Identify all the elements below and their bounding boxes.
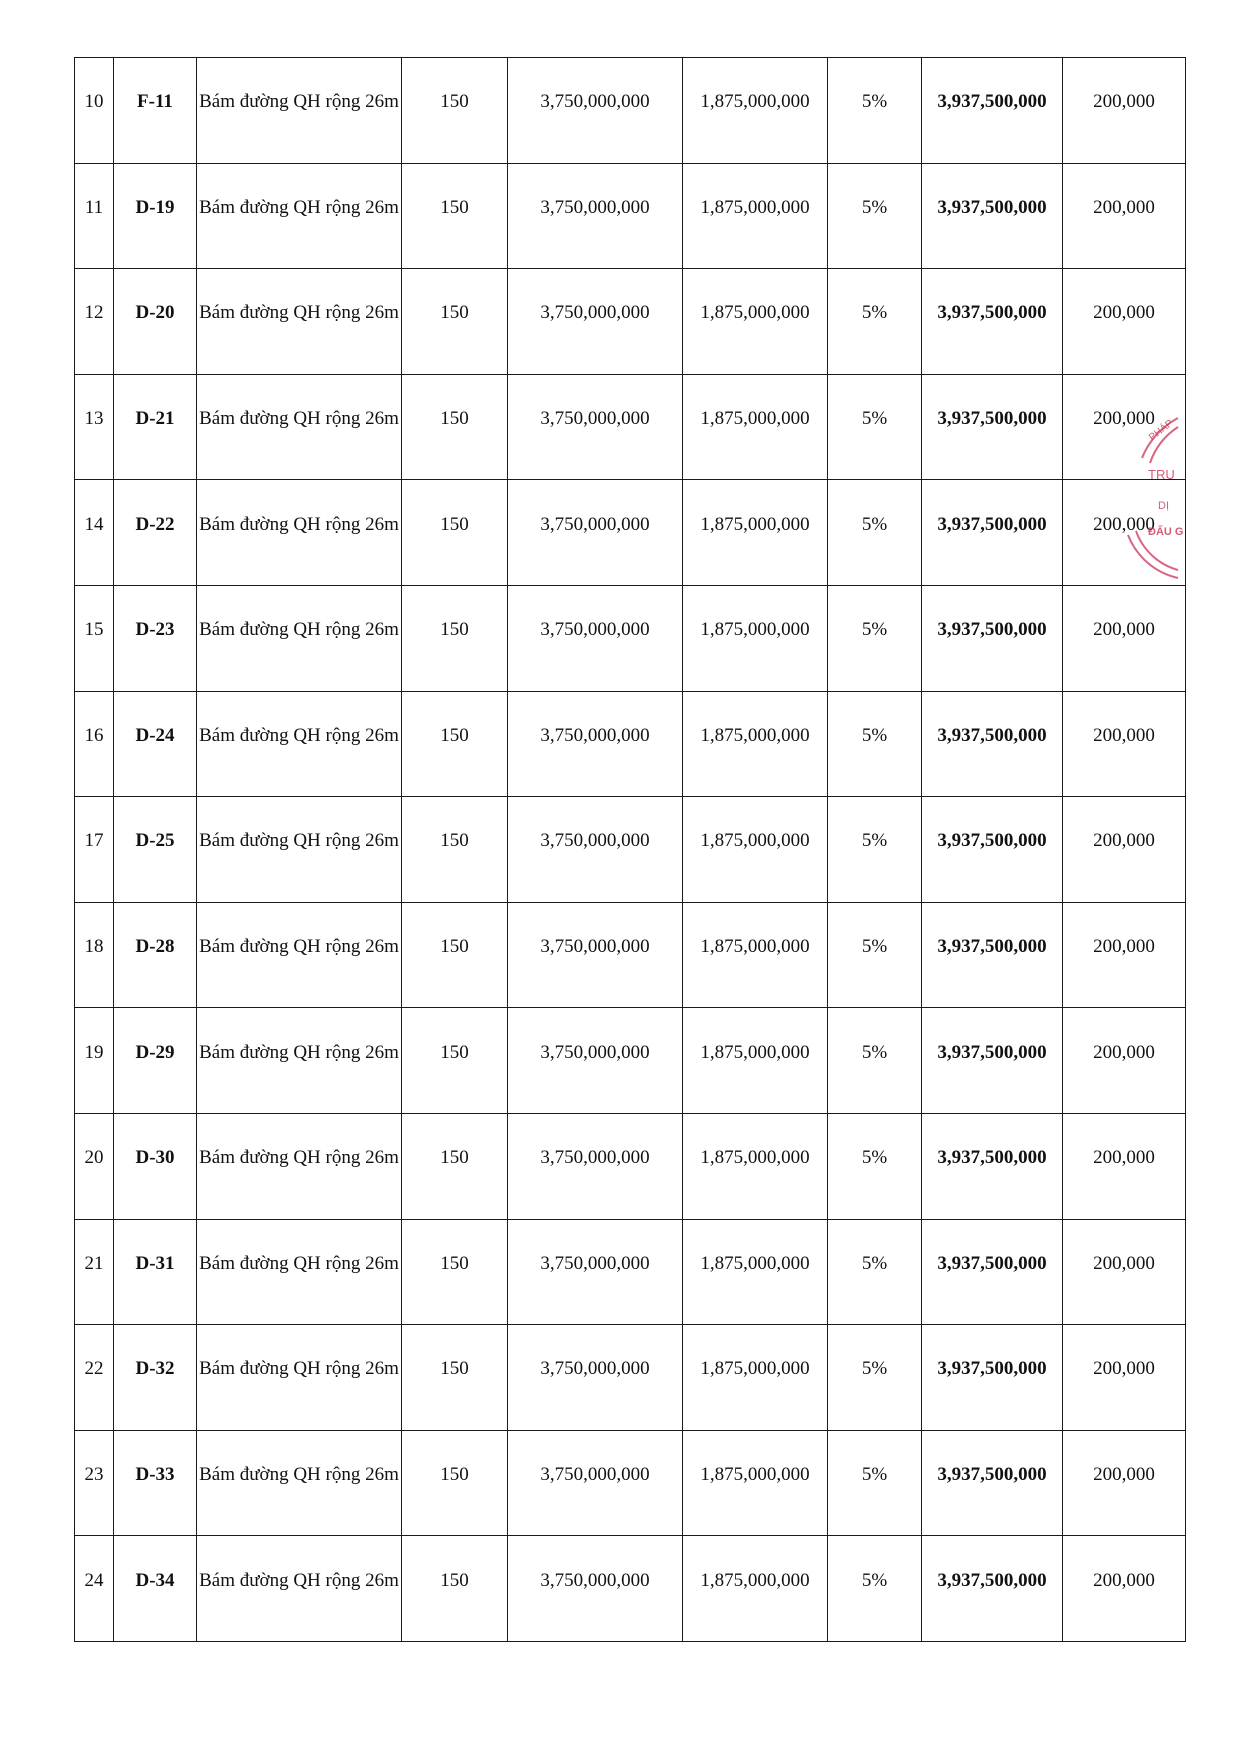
half-price-cell <box>683 58 828 164</box>
area-cell <box>402 902 508 1008</box>
total-price-cell <box>922 1219 1063 1325</box>
starting-price-cell <box>508 374 683 480</box>
fee-cell <box>1063 585 1186 691</box>
land-lot-table-body <box>75 58 1186 1642</box>
lot-code-cell-text: D-31 <box>135 1252 175 1274</box>
half-price-cell <box>683 902 828 1008</box>
area-cell-text: 150 <box>440 1358 469 1380</box>
half-price-cell-text: 1,875,000,000 <box>700 830 810 852</box>
total-price-cell <box>922 1113 1063 1219</box>
row-number-cell-text: 15 <box>84 619 104 641</box>
fee-cell-text: 200,000 <box>1093 1147 1155 1169</box>
table-row <box>75 797 1186 903</box>
fee-cell <box>1063 902 1186 1008</box>
area-cell-text: 150 <box>440 619 469 641</box>
half-price-cell-text: 1,875,000,000 <box>700 302 810 324</box>
starting-price-cell <box>508 1430 683 1536</box>
starting-price-cell <box>508 585 683 691</box>
rate-cell <box>828 585 922 691</box>
fee-cell-text: 200,000 <box>1093 196 1155 218</box>
row-number-cell-text: 24 <box>84 1569 104 1591</box>
row-number-cell <box>75 902 114 1008</box>
fee-cell-text: 200,000 <box>1093 302 1155 324</box>
rate-cell <box>828 797 922 903</box>
rate-cell <box>828 691 922 797</box>
fee-cell-text: 200,000 <box>1093 513 1155 535</box>
row-number-cell-text: 19 <box>84 1041 104 1063</box>
table-row <box>75 691 1186 797</box>
half-price-cell <box>683 480 828 586</box>
half-price-cell <box>683 1430 828 1536</box>
fee-cell-text: 200,000 <box>1093 1041 1155 1063</box>
table-row <box>75 58 1186 164</box>
starting-price-cell <box>508 691 683 797</box>
starting-price-cell-text: 3,750,000,000 <box>540 1358 650 1380</box>
total-price-cell <box>922 1325 1063 1431</box>
row-number-cell-text: 13 <box>84 408 104 430</box>
total-price-cell-text: 3,937,500,000 <box>937 724 1047 746</box>
lot-code-cell-text: D-32 <box>135 1358 175 1380</box>
area-cell <box>402 163 508 269</box>
lot-position-cell-text: Bám đường QH rộng 26m <box>199 408 399 430</box>
lot-code-cell <box>114 585 197 691</box>
lot-code-cell-text: D-25 <box>135 830 175 852</box>
area-cell <box>402 1325 508 1431</box>
row-number-cell <box>75 269 114 375</box>
fee-cell <box>1063 1536 1186 1642</box>
lot-code-cell <box>114 691 197 797</box>
rate-cell-text: 5% <box>861 1147 888 1169</box>
rate-cell <box>828 163 922 269</box>
fee-cell <box>1063 1325 1186 1431</box>
lot-code-cell-text: D-21 <box>135 408 175 430</box>
lot-code-cell-text: D-24 <box>135 724 175 746</box>
half-price-cell <box>683 1113 828 1219</box>
area-cell-text: 150 <box>440 91 469 113</box>
rate-cell <box>828 1536 922 1642</box>
starting-price-cell-text: 3,750,000,000 <box>540 1464 650 1486</box>
lot-position-cell-text: Bám đường QH rộng 26m <box>199 830 399 852</box>
fee-cell <box>1063 1113 1186 1219</box>
total-price-cell-text: 3,937,500,000 <box>937 1041 1047 1063</box>
half-price-cell <box>683 1325 828 1431</box>
fee-cell <box>1063 1430 1186 1536</box>
lot-code-cell-text: D-22 <box>135 513 175 535</box>
half-price-cell <box>683 269 828 375</box>
lot-position-cell-text: Bám đường QH rộng 26m <box>199 1358 399 1380</box>
area-cell <box>402 58 508 164</box>
land-lot-table <box>74 57 1186 1642</box>
lot-position-cell <box>197 585 402 691</box>
area-cell-text: 150 <box>440 513 469 535</box>
total-price-cell <box>922 691 1063 797</box>
row-number-cell-text: 12 <box>84 302 104 324</box>
rate-cell <box>828 1219 922 1325</box>
lot-code-cell-text: D-28 <box>135 936 175 958</box>
starting-price-cell <box>508 163 683 269</box>
total-price-cell-text: 3,937,500,000 <box>937 91 1047 113</box>
area-cell <box>402 1219 508 1325</box>
row-number-cell <box>75 1008 114 1114</box>
rate-cell-text: 5% <box>861 1252 888 1274</box>
rate-cell-text: 5% <box>861 1569 888 1591</box>
total-price-cell <box>922 1430 1063 1536</box>
fee-cell-text: 200,000 <box>1093 619 1155 641</box>
row-number-cell <box>75 1113 114 1219</box>
lot-code-cell-text: D-20 <box>135 302 175 324</box>
lot-position-cell-text: Bám đường QH rộng 26m <box>199 1569 399 1591</box>
total-price-cell-text: 3,937,500,000 <box>937 1147 1047 1169</box>
lot-code-cell-text: D-19 <box>135 196 175 218</box>
lot-position-cell <box>197 902 402 1008</box>
total-price-cell <box>922 797 1063 903</box>
lot-code-cell <box>114 1536 197 1642</box>
row-number-cell <box>75 1219 114 1325</box>
total-price-cell <box>922 585 1063 691</box>
table-row <box>75 163 1186 269</box>
total-price-cell-text: 3,937,500,000 <box>937 1464 1047 1486</box>
area-cell-text: 150 <box>440 830 469 852</box>
rate-cell-text: 5% <box>861 408 888 430</box>
half-price-cell <box>683 374 828 480</box>
rate-cell <box>828 480 922 586</box>
lot-position-cell <box>197 1008 402 1114</box>
lot-position-cell-text: Bám đường QH rộng 26m <box>199 91 399 113</box>
rate-cell-text: 5% <box>861 936 888 958</box>
lot-code-cell <box>114 58 197 164</box>
half-price-cell <box>683 797 828 903</box>
lot-code-cell <box>114 1008 197 1114</box>
row-number-cell <box>75 797 114 903</box>
total-price-cell <box>922 480 1063 586</box>
area-cell <box>402 691 508 797</box>
starting-price-cell <box>508 58 683 164</box>
lot-position-cell <box>197 1113 402 1219</box>
fee-cell-text: 200,000 <box>1093 936 1155 958</box>
starting-price-cell-text: 3,750,000,000 <box>540 724 650 746</box>
fee-cell <box>1063 797 1186 903</box>
rate-cell-text: 5% <box>861 830 888 852</box>
starting-price-cell <box>508 1113 683 1219</box>
starting-price-cell <box>508 902 683 1008</box>
fee-cell <box>1063 691 1186 797</box>
fee-cell <box>1063 269 1186 375</box>
stamp-text-1: PHÁP <box>1147 417 1176 444</box>
rate-cell-text: 5% <box>861 1041 888 1063</box>
rate-cell-text: 5% <box>861 513 888 535</box>
starting-price-cell <box>508 1008 683 1114</box>
area-cell <box>402 1113 508 1219</box>
half-price-cell-text: 1,875,000,000 <box>700 1569 810 1591</box>
area-cell-text: 150 <box>440 1569 469 1591</box>
area-cell-text: 150 <box>440 196 469 218</box>
area-cell <box>402 269 508 375</box>
lot-position-cell <box>197 269 402 375</box>
total-price-cell <box>922 58 1063 164</box>
total-price-cell-text: 3,937,500,000 <box>937 408 1047 430</box>
half-price-cell-text: 1,875,000,000 <box>700 1464 810 1486</box>
lot-code-cell-text: D-34 <box>135 1569 175 1591</box>
total-price-cell-text: 3,937,500,000 <box>937 936 1047 958</box>
area-cell-text: 150 <box>440 302 469 324</box>
lot-code-cell-text: D-30 <box>135 1147 175 1169</box>
row-number-cell-text: 20 <box>84 1147 104 1169</box>
fee-cell-text: 200,000 <box>1093 830 1155 852</box>
table-row <box>75 902 1186 1008</box>
row-number-cell-text: 10 <box>84 91 104 113</box>
total-price-cell <box>922 1536 1063 1642</box>
area-cell-text: 150 <box>440 1252 469 1274</box>
row-number-cell <box>75 480 114 586</box>
half-price-cell-text: 1,875,000,000 <box>700 724 810 746</box>
table-row <box>75 269 1186 375</box>
lot-code-cell-text: D-29 <box>135 1041 175 1063</box>
fee-cell <box>1063 58 1186 164</box>
lot-position-cell <box>197 480 402 586</box>
fee-cell-text: 200,000 <box>1093 1569 1155 1591</box>
table-row <box>75 1325 1186 1431</box>
row-number-cell-text: 11 <box>84 196 104 218</box>
lot-code-cell <box>114 1219 197 1325</box>
total-price-cell <box>922 1008 1063 1114</box>
stamp-text-2: TRU <box>1148 467 1175 482</box>
table-row <box>75 374 1186 480</box>
row-number-cell <box>75 374 114 480</box>
stamp-text-3: DỊ <box>1158 500 1169 512</box>
lot-position-cell <box>197 1430 402 1536</box>
fee-cell-text: 200,000 <box>1093 1252 1155 1274</box>
table-row <box>75 480 1186 586</box>
half-price-cell-text: 1,875,000,000 <box>700 1041 810 1063</box>
total-price-cell <box>922 374 1063 480</box>
area-cell <box>402 1430 508 1536</box>
row-number-cell-text: 21 <box>84 1252 104 1274</box>
table-row <box>75 1536 1186 1642</box>
total-price-cell-text: 3,937,500,000 <box>937 196 1047 218</box>
half-price-cell <box>683 1219 828 1325</box>
lot-code-cell <box>114 374 197 480</box>
table-row <box>75 1219 1186 1325</box>
starting-price-cell-text: 3,750,000,000 <box>540 1252 650 1274</box>
lot-position-cell <box>197 1325 402 1431</box>
half-price-cell-text: 1,875,000,000 <box>700 936 810 958</box>
lot-position-cell-text: Bám đường QH rộng 26m <box>199 302 399 324</box>
half-price-cell <box>683 585 828 691</box>
fee-cell-text: 200,000 <box>1093 408 1155 430</box>
row-number-cell-text: 18 <box>84 936 104 958</box>
half-price-cell-text: 1,875,000,000 <box>700 1358 810 1380</box>
area-cell <box>402 480 508 586</box>
lot-code-cell-text: D-33 <box>135 1464 175 1486</box>
row-number-cell <box>75 1430 114 1536</box>
half-price-cell-text: 1,875,000,000 <box>700 1147 810 1169</box>
lot-position-cell <box>197 691 402 797</box>
half-price-cell-text: 1,875,000,000 <box>700 91 810 113</box>
lot-code-cell <box>114 269 197 375</box>
area-cell <box>402 585 508 691</box>
starting-price-cell <box>508 1219 683 1325</box>
total-price-cell-text: 3,937,500,000 <box>937 1358 1047 1380</box>
area-cell <box>402 797 508 903</box>
half-price-cell <box>683 1008 828 1114</box>
rate-cell <box>828 374 922 480</box>
total-price-cell-text: 3,937,500,000 <box>937 513 1047 535</box>
area-cell-text: 150 <box>440 1147 469 1169</box>
rate-cell <box>828 58 922 164</box>
stamp-text-4: ĐẤU G <box>1148 526 1184 538</box>
fee-cell-text: 200,000 <box>1093 724 1155 746</box>
starting-price-cell-text: 3,750,000,000 <box>540 1147 650 1169</box>
fee-cell <box>1063 163 1186 269</box>
total-price-cell-text: 3,937,500,000 <box>937 1252 1047 1274</box>
table-row <box>75 1113 1186 1219</box>
total-price-cell-text: 3,937,500,000 <box>937 830 1047 852</box>
fee-cell-text: 200,000 <box>1093 1464 1155 1486</box>
starting-price-cell-text: 3,750,000,000 <box>540 513 650 535</box>
lot-position-cell <box>197 163 402 269</box>
fee-cell <box>1063 1219 1186 1325</box>
row-number-cell-text: 23 <box>84 1464 104 1486</box>
table-row <box>75 1008 1186 1114</box>
lot-code-cell <box>114 902 197 1008</box>
starting-price-cell-text: 3,750,000,000 <box>540 1569 650 1591</box>
rate-cell-text: 5% <box>861 302 888 324</box>
total-price-cell-text: 3,937,500,000 <box>937 302 1047 324</box>
row-number-cell-text: 17 <box>84 830 104 852</box>
area-cell <box>402 374 508 480</box>
total-price-cell-text: 3,937,500,000 <box>937 1569 1047 1591</box>
half-price-cell-text: 1,875,000,000 <box>700 1252 810 1274</box>
rate-cell-text: 5% <box>861 196 888 218</box>
lot-code-cell <box>114 1430 197 1536</box>
lot-code-cell-text: F-11 <box>137 91 173 113</box>
fee-cell <box>1063 480 1186 586</box>
lot-code-cell <box>114 163 197 269</box>
half-price-cell-text: 1,875,000,000 <box>700 513 810 535</box>
fee-cell-text: 200,000 <box>1093 91 1155 113</box>
lot-position-cell-text: Bám đường QH rộng 26m <box>199 1041 399 1063</box>
lot-code-cell <box>114 1325 197 1431</box>
row-number-cell <box>75 163 114 269</box>
total-price-cell-text: 3,937,500,000 <box>937 619 1047 641</box>
half-price-cell-text: 1,875,000,000 <box>700 408 810 430</box>
rate-cell <box>828 269 922 375</box>
lot-position-cell-text: Bám đường QH rộng 26m <box>199 724 399 746</box>
rate-cell-text: 5% <box>861 619 888 641</box>
area-cell-text: 150 <box>440 724 469 746</box>
rate-cell <box>828 902 922 1008</box>
lot-position-cell-text: Bám đường QH rộng 26m <box>199 1147 399 1169</box>
area-cell-text: 150 <box>440 1464 469 1486</box>
starting-price-cell-text: 3,750,000,000 <box>540 196 650 218</box>
starting-price-cell-text: 3,750,000,000 <box>540 302 650 324</box>
lot-code-cell <box>114 797 197 903</box>
lot-position-cell-text: Bám đường QH rộng 26m <box>199 619 399 641</box>
lot-position-cell-text: Bám đường QH rộng 26m <box>199 1252 399 1274</box>
fee-cell <box>1063 1008 1186 1114</box>
lot-position-cell <box>197 797 402 903</box>
rate-cell-text: 5% <box>861 724 888 746</box>
lot-position-cell <box>197 374 402 480</box>
starting-price-cell <box>508 1536 683 1642</box>
starting-price-cell <box>508 480 683 586</box>
area-cell-text: 150 <box>440 408 469 430</box>
starting-price-cell <box>508 1325 683 1431</box>
lot-position-cell-text: Bám đường QH rộng 26m <box>199 936 399 958</box>
row-number-cell-text: 14 <box>84 513 104 535</box>
half-price-cell-text: 1,875,000,000 <box>700 619 810 641</box>
row-number-cell <box>75 58 114 164</box>
rate-cell <box>828 1430 922 1536</box>
rate-cell-text: 5% <box>861 1464 888 1486</box>
lot-code-cell <box>114 1113 197 1219</box>
half-price-cell <box>683 163 828 269</box>
area-cell <box>402 1536 508 1642</box>
rate-cell <box>828 1008 922 1114</box>
rate-cell-text: 5% <box>861 1358 888 1380</box>
rate-cell <box>828 1325 922 1431</box>
lot-position-cell-text: Bám đường QH rộng 26m <box>199 196 399 218</box>
lot-position-cell-text: Bám đường QH rộng 26m <box>199 513 399 535</box>
lot-code-cell <box>114 480 197 586</box>
starting-price-cell-text: 3,750,000,000 <box>540 1041 650 1063</box>
row-number-cell <box>75 1325 114 1431</box>
starting-price-cell <box>508 797 683 903</box>
area-cell <box>402 1008 508 1114</box>
fee-cell-text: 200,000 <box>1093 1358 1155 1380</box>
starting-price-cell-text: 3,750,000,000 <box>540 936 650 958</box>
starting-price-cell-text: 3,750,000,000 <box>540 619 650 641</box>
rate-cell-text: 5% <box>861 91 888 113</box>
rate-cell <box>828 1113 922 1219</box>
half-price-cell-text: 1,875,000,000 <box>700 196 810 218</box>
lot-code-cell-text: D-23 <box>135 619 175 641</box>
starting-price-cell-text: 3,750,000,000 <box>540 830 650 852</box>
row-number-cell <box>75 585 114 691</box>
row-number-cell-text: 16 <box>84 724 104 746</box>
lot-position-cell <box>197 1536 402 1642</box>
lot-position-cell <box>197 58 402 164</box>
table-row <box>75 585 1186 691</box>
half-price-cell <box>683 1536 828 1642</box>
lot-position-cell <box>197 1219 402 1325</box>
lot-position-cell-text: Bám đường QH rộng 26m <box>199 1464 399 1486</box>
area-cell-text: 150 <box>440 1041 469 1063</box>
row-number-cell <box>75 1536 114 1642</box>
fee-cell <box>1063 374 1186 480</box>
half-price-cell <box>683 691 828 797</box>
row-number-cell-text: 22 <box>84 1358 104 1380</box>
starting-price-cell <box>508 269 683 375</box>
table-row <box>75 1430 1186 1536</box>
total-price-cell <box>922 902 1063 1008</box>
starting-price-cell-text: 3,750,000,000 <box>540 408 650 430</box>
total-price-cell <box>922 163 1063 269</box>
starting-price-cell-text: 3,750,000,000 <box>540 91 650 113</box>
area-cell-text: 150 <box>440 936 469 958</box>
row-number-cell <box>75 691 114 797</box>
total-price-cell <box>922 269 1063 375</box>
